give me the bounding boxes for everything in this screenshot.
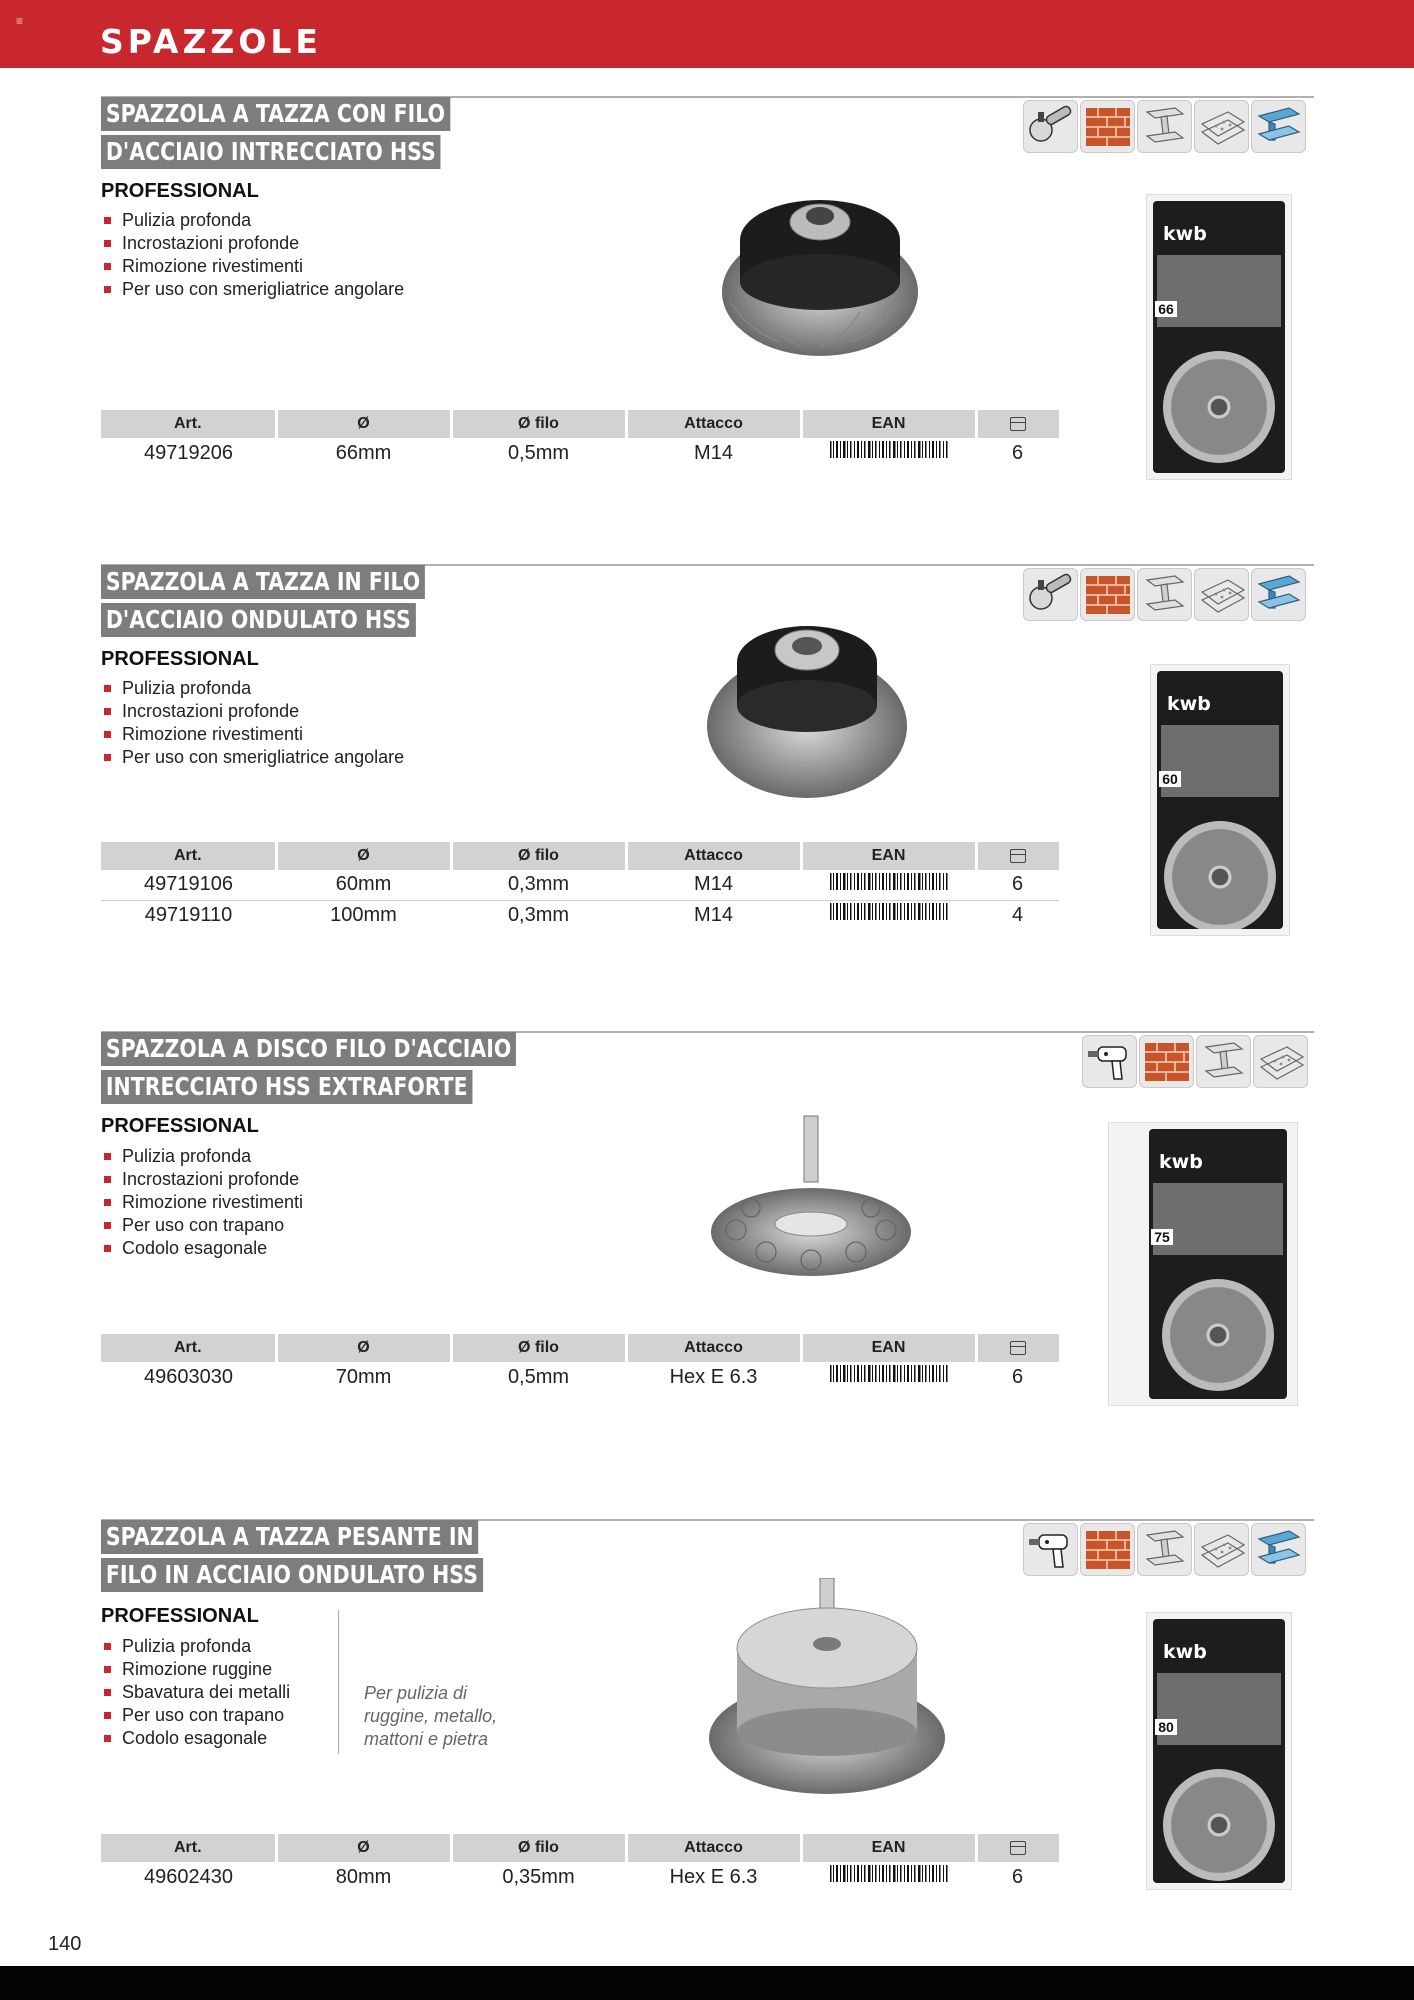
column-header-diameter: Ø [276,410,451,438]
package-size-label: 66 [1155,301,1177,317]
steel-profile-icon [1251,1523,1306,1576]
metal-sheet-icon [1194,1523,1249,1576]
column-header-ean: EAN [801,842,976,870]
column-header-mount: Attacco [626,1334,801,1362]
package-image [1150,664,1290,936]
brand-logo: kwb [1163,1641,1207,1663]
feature-item: Incrostazioni profonde [101,700,404,723]
feature-list [101,1635,290,1750]
product-image [700,606,914,806]
angle-grinder-icon [1023,100,1078,153]
ean-barcode [801,900,976,930]
mount-value: Hex E 6.3 [669,1865,758,1888]
package-image [1146,1612,1292,1890]
brick-icon [1139,1035,1194,1088]
product-title [101,1520,567,1596]
steel-beam-icon [1137,100,1192,153]
ean-barcode [801,870,976,900]
barcode-icon [830,873,948,897]
feature-item: Rimozione ruggine [101,1658,290,1681]
feature-item: Rimozione rivestimenti [101,723,404,746]
feature-item: Rimozione rivestimenti [101,1191,303,1214]
product-title-line: D'ACCIAIO ONDULATO HSS [101,603,416,637]
column-header-art: Art. [101,842,276,870]
feature-item: Codolo esagonale [101,1727,290,1750]
mount-value: M14 [626,870,801,900]
art-number: 49603030 [144,1365,233,1388]
wire-value: 0,35mm [502,1865,575,1888]
column-header-mount: Attacco [626,1834,801,1862]
ean-barcode [801,438,976,468]
column-header-art: Art. [101,410,276,438]
brick-icon [1080,568,1135,621]
grade-label: PROFESSIONAL [101,648,259,670]
spec-table [101,1834,1059,1892]
mount-value: M14 [694,903,733,926]
column-header-ean: EAN [801,1834,976,1862]
steel-beam-icon [1137,568,1192,621]
mount-value: Hex E 6.3 [669,1365,758,1388]
feature-list [101,1145,303,1260]
product-title-line: D'ACCIAIO INTRECCIATO HSS [101,135,441,169]
wire-value: 0,3mm [507,903,570,926]
barcode-icon [830,1865,948,1889]
art-number: 49719110 [144,903,233,926]
brick-icon [1080,100,1135,153]
product-title-line: SPAZZOLA A TAZZA CON FILO [101,97,450,131]
feature-item: Sbavatura dei metalli [101,1681,290,1704]
column-header-diameter: Ø [276,1834,451,1862]
spec-table [101,410,1059,468]
pack-quantity: 4 [1011,903,1024,926]
column-header-mount: Attacco [626,410,801,438]
diameter-value: 80mm [335,1865,392,1888]
package-image [1146,194,1292,480]
table-row [101,870,1059,900]
usage-note-line: mattoni e pietra [364,1729,489,1749]
usage-icons [1082,1035,1308,1088]
usage-icons [1023,568,1306,621]
feature-item: Per uso con trapano [101,1214,303,1237]
metal-sheet-icon [1194,568,1249,621]
column-header-wire: Ø filo [451,1834,626,1862]
package-image [1108,1122,1298,1406]
page-number: 140 [48,1933,82,1955]
brand-logo: kwb [1167,693,1211,715]
column-header-ean: EAN [801,1334,976,1362]
pack-quantity: 6 [1011,1365,1024,1388]
diameter-value: 70mm [335,1365,392,1388]
barcode-icon [830,1365,948,1389]
feature-item: Codolo esagonale [101,1237,303,1260]
usage-note-line: Per pulizia di [364,1683,468,1703]
barcode-icon [830,441,948,465]
grade-label: PROFESSIONAL [101,1115,259,1137]
product-title-line: SPAZZOLA A TAZZA IN FILO [101,565,425,599]
brand-logo: kwb [1159,1151,1203,1173]
spec-table [101,842,1059,930]
feature-item: Per uso con trapano [101,1704,290,1727]
menu-icon[interactable]: ≡ [16,14,24,28]
usage-icons [1023,1523,1306,1576]
diameter-value: 100mm [330,903,397,926]
note-divider [338,1610,339,1754]
metal-sheet-icon [1194,100,1249,153]
column-header-mount: Attacco [626,842,801,870]
product-title-line: FILO IN ACCIAIO ONDULATO HSS [101,1558,483,1592]
steel-beam-icon [1196,1035,1251,1088]
barcode-icon [830,903,948,927]
column-header-ean: EAN [801,410,976,438]
table-row [101,1362,1059,1392]
steel-profile-icon [1251,100,1306,153]
product-image [700,142,940,372]
drill-icon [1082,1035,1137,1088]
package-size-label: 75 [1151,1229,1173,1245]
art-number: 49602430 [144,1865,233,1888]
ean-barcode [801,1362,976,1392]
brand-logo: kwb [1163,223,1207,245]
art-number: 49719106 [101,870,276,900]
diameter-value: 66mm [335,441,392,464]
table-row [101,438,1059,468]
art-number: 49719206 [144,441,233,464]
feature-item: Pulizia profonda [101,1635,290,1658]
drill-icon [1023,1523,1078,1576]
brick-icon [1080,1523,1135,1576]
column-header-diameter: Ø [276,842,451,870]
feature-list [101,209,404,301]
spec-table [101,1334,1059,1392]
ean-barcode [801,1862,976,1892]
feature-list [101,677,404,769]
page-title: SPAZZOLE [100,22,322,61]
steel-beam-icon [1137,1523,1192,1576]
package-size-label: 60 [1159,771,1181,787]
column-header-diameter: Ø [276,1334,451,1362]
metal-sheet-icon [1253,1035,1308,1088]
wire-value: 0,3mm [451,870,626,900]
grade-label: PROFESSIONAL [101,1605,259,1627]
package-icon [976,410,1059,438]
table-row [101,1862,1059,1892]
footer-bar [0,1966,1414,2000]
package-icon [976,842,1059,870]
product-title-line: SPAZZOLA A TAZZA PESANTE IN [101,1520,479,1554]
product-title [101,1032,607,1108]
feature-item: Rimozione rivestimenti [101,255,404,278]
table-row [101,900,1059,930]
pack-quantity: 6 [1011,1865,1024,1888]
pack-quantity: 6 [1011,441,1024,464]
diameter-value: 60mm [276,870,451,900]
feature-item: Pulizia profonda [101,1145,303,1168]
product-title [101,565,496,641]
usage-note [364,1682,497,1751]
header-bar [0,0,1414,68]
angle-grinder-icon [1023,568,1078,621]
feature-item: Incrostazioni profonde [101,232,404,255]
product-image [706,1112,916,1292]
grade-label: PROFESSIONAL [101,180,259,202]
column-header-art: Art. [101,1334,276,1362]
product-image [702,1578,952,1798]
mount-value: M14 [694,441,733,464]
product-title-line: INTRECCIATO HSS EXTRAFORTE [101,1070,473,1104]
product-title-line: SPAZZOLA A DISCO FILO D'ACCIAIO [101,1032,516,1066]
product-title [101,97,527,173]
pack-quantity: 6 [976,870,1059,900]
package-icon [976,1334,1059,1362]
column-header-art: Art. [101,1834,276,1862]
usage-note-line: ruggine, metallo, [364,1706,498,1726]
package-icon [976,1834,1059,1862]
wire-value: 0,5mm [507,1365,570,1388]
column-header-wire: Ø filo [451,1334,626,1362]
feature-item: Per uso con smerigliatrice angolare [101,278,404,301]
feature-item: Pulizia profonda [101,677,404,700]
package-size-label: 80 [1155,1719,1177,1735]
usage-icons [1023,100,1306,153]
steel-profile-icon [1251,568,1306,621]
feature-item: Incrostazioni profonde [101,1168,303,1191]
column-header-wire: Ø filo [451,410,626,438]
feature-item: Per uso con smerigliatrice angolare [101,746,404,769]
column-header-wire: Ø filo [451,842,626,870]
wire-value: 0,5mm [507,441,570,464]
feature-item: Pulizia profonda [101,209,404,232]
